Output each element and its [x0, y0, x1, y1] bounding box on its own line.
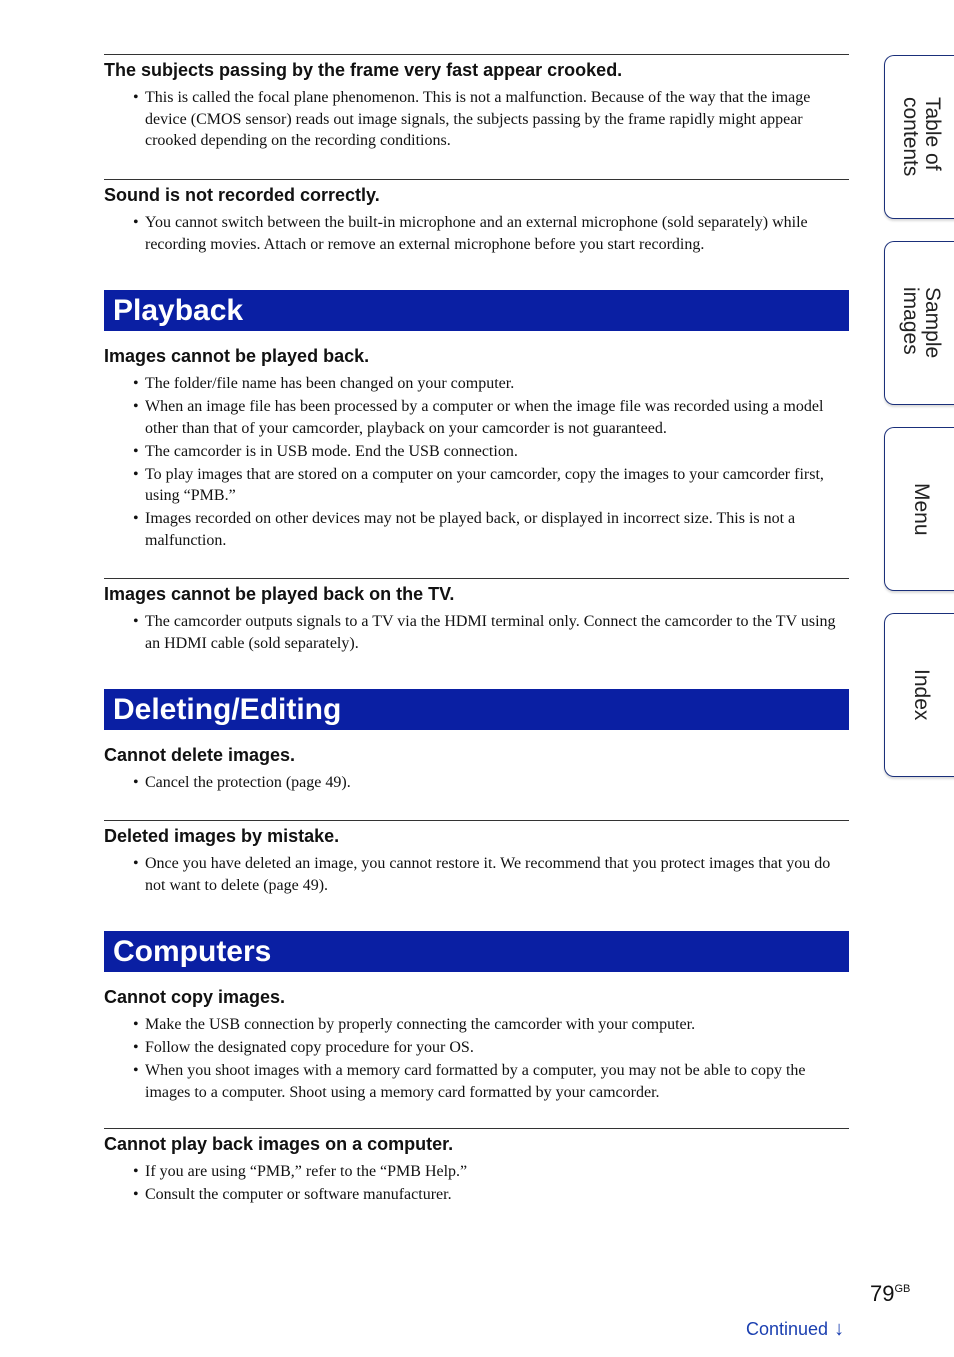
topic-sound [104, 179, 849, 290]
section-heading-deleting-editing [104, 689, 849, 730]
bullet-list [104, 1161, 849, 1206]
tab-label-wrap [893, 242, 949, 404]
tab-label: Menu [910, 482, 933, 536]
bullet-item: • Once you have deleted an image, you cannot restore it. We recommend that you protect images that you do not want to delete (page 49). [145, 853, 849, 896]
topic-title: Sound is not recorded correctly. [104, 185, 380, 205]
bullet-item: • This is called the focal plane phenomenon. This is not a malfunction. Because of the way that the image device (CMOS sensor) reads out image signals, the subjects passing by the frame rapidly might appear crooked depending on the recording conditions. [145, 87, 849, 152]
page-number [870, 1281, 910, 1307]
bullet-item: • The camcorder is in USB mode. End the USB connection. [145, 441, 849, 463]
bullet-list [104, 1014, 849, 1103]
continued-link[interactable] [746, 1318, 844, 1341]
bullet-item: • Make the USB connection by properly connecting the camcorder with your computer. [145, 1014, 849, 1036]
tab-index[interactable] [884, 613, 954, 777]
section-title: Playback [113, 294, 244, 327]
bullet-item: • Follow the designated copy procedure for your OS. [145, 1037, 849, 1059]
bullet-item: • If you are using “PMB,” refer to the “PMB Help.” [145, 1161, 849, 1183]
section-title: Computers [113, 935, 272, 968]
section-heading-playback [104, 290, 849, 331]
tab-table-of-contents[interactable] [884, 55, 954, 219]
topic-deleted-by-mistake [104, 820, 849, 931]
arrow-down-icon: ↓ [834, 1318, 845, 1340]
bullet-list [104, 87, 849, 152]
page-number-suffix: GB [894, 1283, 911, 1295]
bullet-item: • When an image file has been processed by a computer or when the image file was recorded using a model other than that of your camcorder, playback on your camcorder is not guaranteed. [145, 396, 849, 439]
bullet-item: • When you shoot images with a memory card formatted by a computer, you may not be able to copy the images to a computer. Shoot using a memory card formatted by your camcorder. [145, 1060, 849, 1103]
tab-label-wrap [893, 56, 949, 218]
page-number-value: 79 [870, 1281, 895, 1306]
tab-menu[interactable] [884, 427, 954, 591]
bullet-item: • Images recorded on other devices may not be played back, or displayed in incorrect size. This is not a malfunction. [145, 508, 849, 551]
bullet-list [104, 212, 849, 255]
topic-cannot-play-on-computer [104, 1128, 849, 1219]
topic-cannot-play-back-tv [104, 578, 849, 689]
topic-title: Cannot play back images on a computer. [104, 1134, 454, 1154]
bullet-item: • You cannot switch between the built-in microphone and an external microphone (sold separately) while recording movies. Attach or remove an external microphone before you start recording. [145, 212, 849, 255]
bullet-list [104, 772, 849, 794]
topic-title: Images cannot be played back on the TV. [104, 584, 455, 604]
bullet-item: • Consult the computer or software manufacturer. [145, 1184, 849, 1206]
tab-label: Sample images [899, 287, 944, 359]
main-content [104, 54, 849, 1219]
tab-sample-images[interactable] [884, 241, 954, 405]
topic-title: Cannot delete images. [104, 745, 296, 765]
tab-label: Index [910, 669, 933, 721]
tab-label-wrap [893, 614, 949, 776]
tab-label: Table of contents [899, 97, 944, 177]
continued-label: Continued [746, 1319, 829, 1339]
topic-title: Cannot copy images. [104, 987, 286, 1007]
topic-title: Images cannot be played back. [104, 346, 370, 366]
bullet-list [104, 373, 849, 551]
bullet-list [104, 611, 849, 654]
bullet-list [104, 853, 849, 896]
bullet-item: • The folder/file name has been changed on your computer. [145, 373, 849, 395]
topic-title: The subjects passing by the frame very fast appear crooked. [104, 60, 623, 80]
section-heading-computers [104, 931, 849, 972]
bullet-item: • The camcorder outputs signals to a TV via the HDMI terminal only. Connect the camcorder to the TV using an HDMI cable (sold separately). [145, 611, 849, 654]
topic-crooked [104, 54, 849, 179]
topic-group-general [104, 54, 849, 290]
bullet-item: • To play images that are stored on a computer on your camcorder, copy the images to your camcorder first, using “PMB.” [145, 464, 849, 507]
section-title: Deleting/Editing [113, 693, 342, 726]
topic-cannot-delete [104, 744, 849, 820]
topic-title: Deleted images by mistake. [104, 826, 340, 846]
topic-cannot-copy [104, 986, 849, 1128]
bullet-item: • Cancel the protection (page 49). [145, 772, 849, 794]
tab-label-wrap [893, 428, 949, 590]
topic-cannot-play-back [104, 345, 849, 578]
